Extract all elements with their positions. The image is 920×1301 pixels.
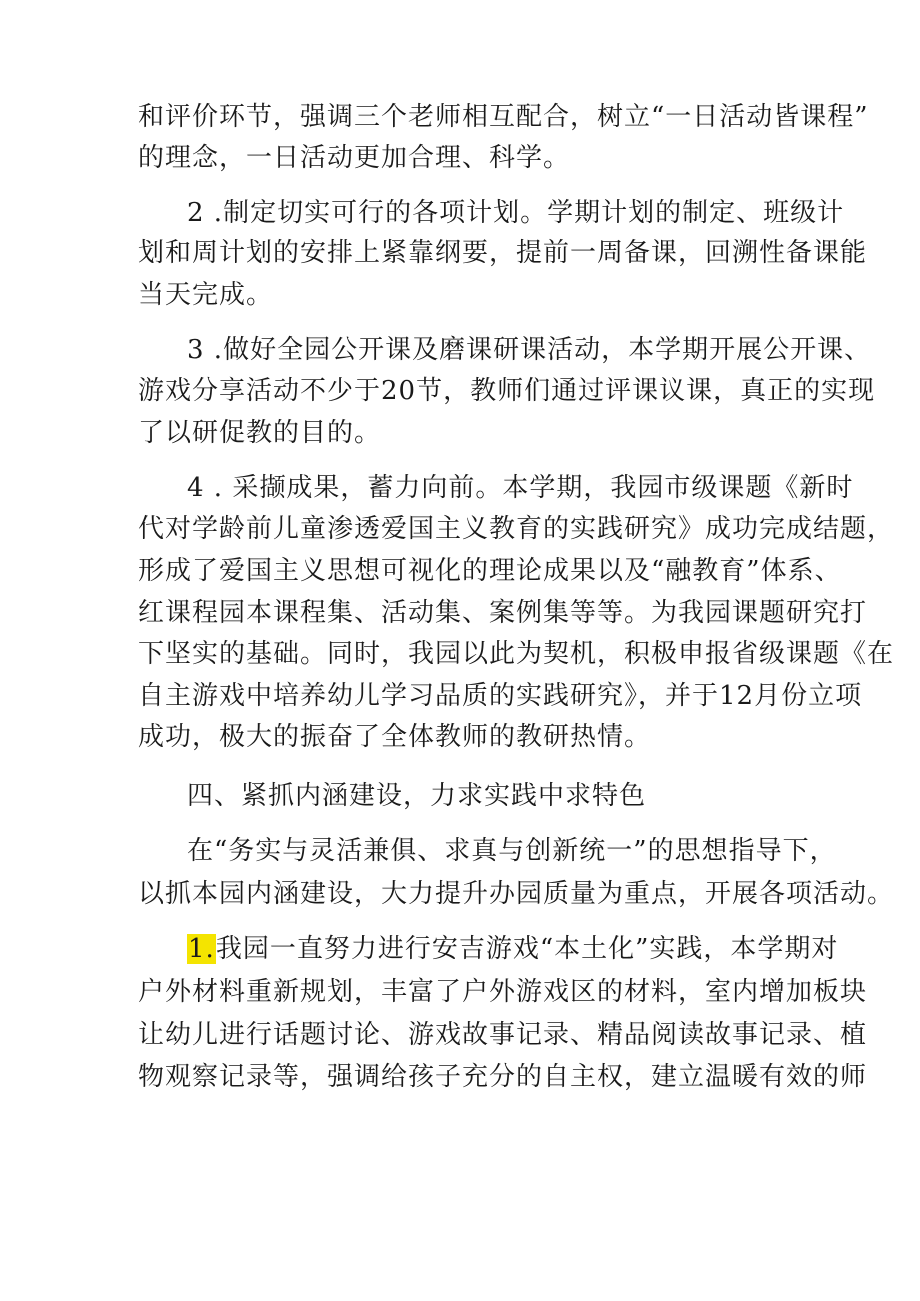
paragraph-line: 当天完成。: [138, 280, 274, 310]
item-3-heading: 3 .做好全园公开课及磨课研课活动，本学期开展公开课、: [187, 335, 872, 365]
paragraph-line: 了以研促教的目的。: [138, 418, 382, 448]
item-2-heading: 2 .制定切实可行的各项计划。学期计划的制定、班级计: [187, 198, 845, 228]
paragraph-line: 在“务实与灵活兼俱、求真与创新统一”的思想指导下，: [187, 836, 837, 866]
paragraph-line: 的理念，一日活动更加合理、科学。: [138, 143, 571, 173]
paragraph-line: 红课程园本课程集、活动集、案例集等等。为我园课题研究打: [138, 598, 868, 628]
paragraph-line: 户外材料重新规划，丰富了户外游戏区的材料，室内增加板块: [138, 977, 868, 1007]
paragraph-line: 成功，极大的振奋了全体教师的教研热情。: [138, 722, 652, 752]
paragraph-line: 自主游戏中培养幼儿学习品质的实践研究》，并于12月份立项: [138, 681, 863, 711]
paragraph-line: 代对学龄前儿童渗透爱国主义教育的实践研究》成功完成结题，: [138, 514, 895, 544]
paragraph-line: 和评价环节，强调三个老师相互配合，树立“一日活动皆课程”: [138, 102, 869, 132]
paragraph-line: 让幼儿进行话题讨论、游戏故事记录、精品阅读故事记录、植: [138, 1020, 868, 1050]
paragraph-line: 以抓本园内涵建设，大力提升办园质量为重点，开展各项活动。: [138, 879, 895, 909]
section-heading: 四、紧抓内涵建设，力求实践中求特色: [187, 781, 647, 811]
highlighted-item-number: 1.: [188, 934, 215, 964]
paragraph-line: 划和周计划的安排上紧靠纲要，提前一周备课，回溯性备课能: [138, 238, 868, 268]
item-1-line: [187, 932, 847, 966]
item-4-heading: 4 . 采撷成果，蓄力向前。本学期，我园市级课题《新时: [187, 473, 854, 503]
item-1-text: 我园一直努力进行安吉游戏“本土化”实践，本学期对: [215, 934, 839, 964]
paragraph-line: 物观察记录等，强调给孩子充分的自主权，建立温暖有效的师: [138, 1062, 868, 1092]
paragraph-line: 形成了爱国主义思想可视化的理论成果以及“融教育”体系、: [138, 556, 842, 586]
paragraph-line: 游戏分享活动不少于20节，教师们通过评课议课，真正的实现: [138, 376, 876, 406]
paragraph-line: 下坚实的基础。同时，我园以此为契机，积极申报省级课题《在: [138, 639, 895, 669]
